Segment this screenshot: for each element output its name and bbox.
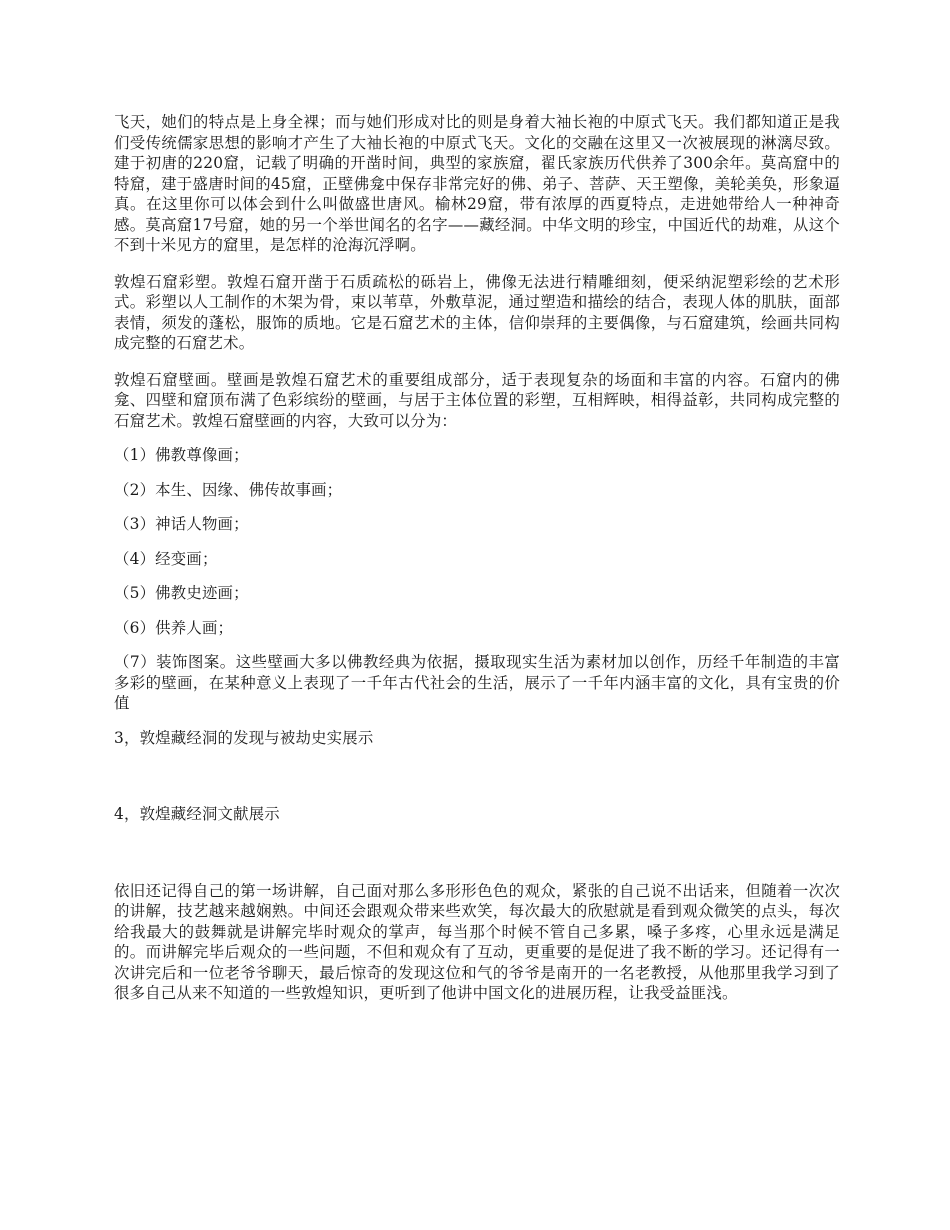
list-item: （7）装饰图案。这些壁画大多以佛教经典为依据，摄取现实生活为素材加以创作，历经千年制造的丰富多彩的壁画，在某种意义上表现了一千年古代社会的生活，展示了一千年内涵丰富的文化，具有宝贵的价值 xyxy=(114,653,840,712)
intro-paragraph: 飞天，她们的特点是上身全裸；而与她们形成对比的则是身着大袖长袍的中原式飞天。我们都知道正是我们受传统儒家思想的影响才产生了大袖长袍的中原式飞天。文化的交融在这里又一次被展现的淋漓尽致。建于初唐的220窟，记载了明确的开凿时间，典型的家族窟，翟氏家族历代供养了300余年。莫高窟中的特窟，建于盛唐时间的45窟，正壁佛龛中保存非常完好的佛、弟子、菩萨、天王塑像，美轮美奂，形象逼真。在这里你可以体会到什么叫做盛世唐风。榆林29窟，带有浓厚的西夏特点，走进她带给人一种神奇感。莫高窟17号窟，她的另一个举世闻名的名字——藏经洞。中华文明的珍宝，中国近代的劫难，从这个不到十米见方的窟里，是怎样的沧海沉浮啊。 xyxy=(114,113,840,254)
list-item: （1）佛教尊像画； xyxy=(114,446,249,464)
section-heading-3: 3，敦煌藏经洞的发现与被劫史实展示 xyxy=(114,728,374,747)
document-body xyxy=(114,112,840,1004)
list-item: （3）神话人物画； xyxy=(114,515,249,533)
list-item: （6）供养人画； xyxy=(114,618,234,637)
list-item: （4）经变画； xyxy=(114,549,218,568)
closing-paragraph: 依旧还记得自己的第一场讲解，自己面对那么多形形色色的观众，紧张的自己说不出话来，但随着一次次的讲解，技艺越来越娴熟。中间还会跟观众带来些欢笑，每次最大的欣慰就是看到观众微笑的点头，每次给我最大的鼓舞就是讲解完毕时观众的掌声，每当那个时候不管自己多累，嗓子多疼，心里永远是满足的。而讲解完毕后观众的一些问题，不但和观众有了互动，更重要的是促进了我不断的学习。还记得有一次讲完后和一位老爷爷聊天，最后惊奇的发现这位和气的爷爷是南开的一名老教授，从他那里我学习到了很多自己从来不知道的一些敦煌知识，更听到了他讲中国文化的进展历程，让我受益匪浅。 xyxy=(114,881,840,1002)
sculpture-paragraph: 敦煌石窟彩塑。敦煌石窟开凿于石质疏松的砾岩上，佛像无法进行精雕细刻，便采纳泥塑彩绘的艺术形式。彩塑以人工制作的木架为骨，束以苇草，外敷草泥，通过塑造和描绘的结合，表现人体的肌肤，面部表情，须发的蓬松，服饰的质地。它是石窟艺术的主体，信仰崇拜的主要偶像，与石窟建筑，绘画共同构成完整的石窟艺术。 xyxy=(114,272,840,352)
mural-category-list xyxy=(114,445,840,714)
list-item: （2）本生、因缘、佛传故事画； xyxy=(114,480,343,499)
section-heading-4: 4，敦煌藏经洞文献展示 xyxy=(114,805,280,823)
list-item: （5）佛教史迹画； xyxy=(114,584,249,602)
murals-paragraph: 敦煌石窟壁画。壁画是敦煌石窟艺术的重要组成部分，适于表现复杂的场面和丰富的内容。石窟内的佛龛、四壁和窟顶布满了色彩缤纷的壁画，与居于主体位置的彩塑，互相辉映，相得益彰，共同构成完整的石窟艺术。敦煌石窟壁画的内容，大致可以分为： xyxy=(114,370,840,430)
